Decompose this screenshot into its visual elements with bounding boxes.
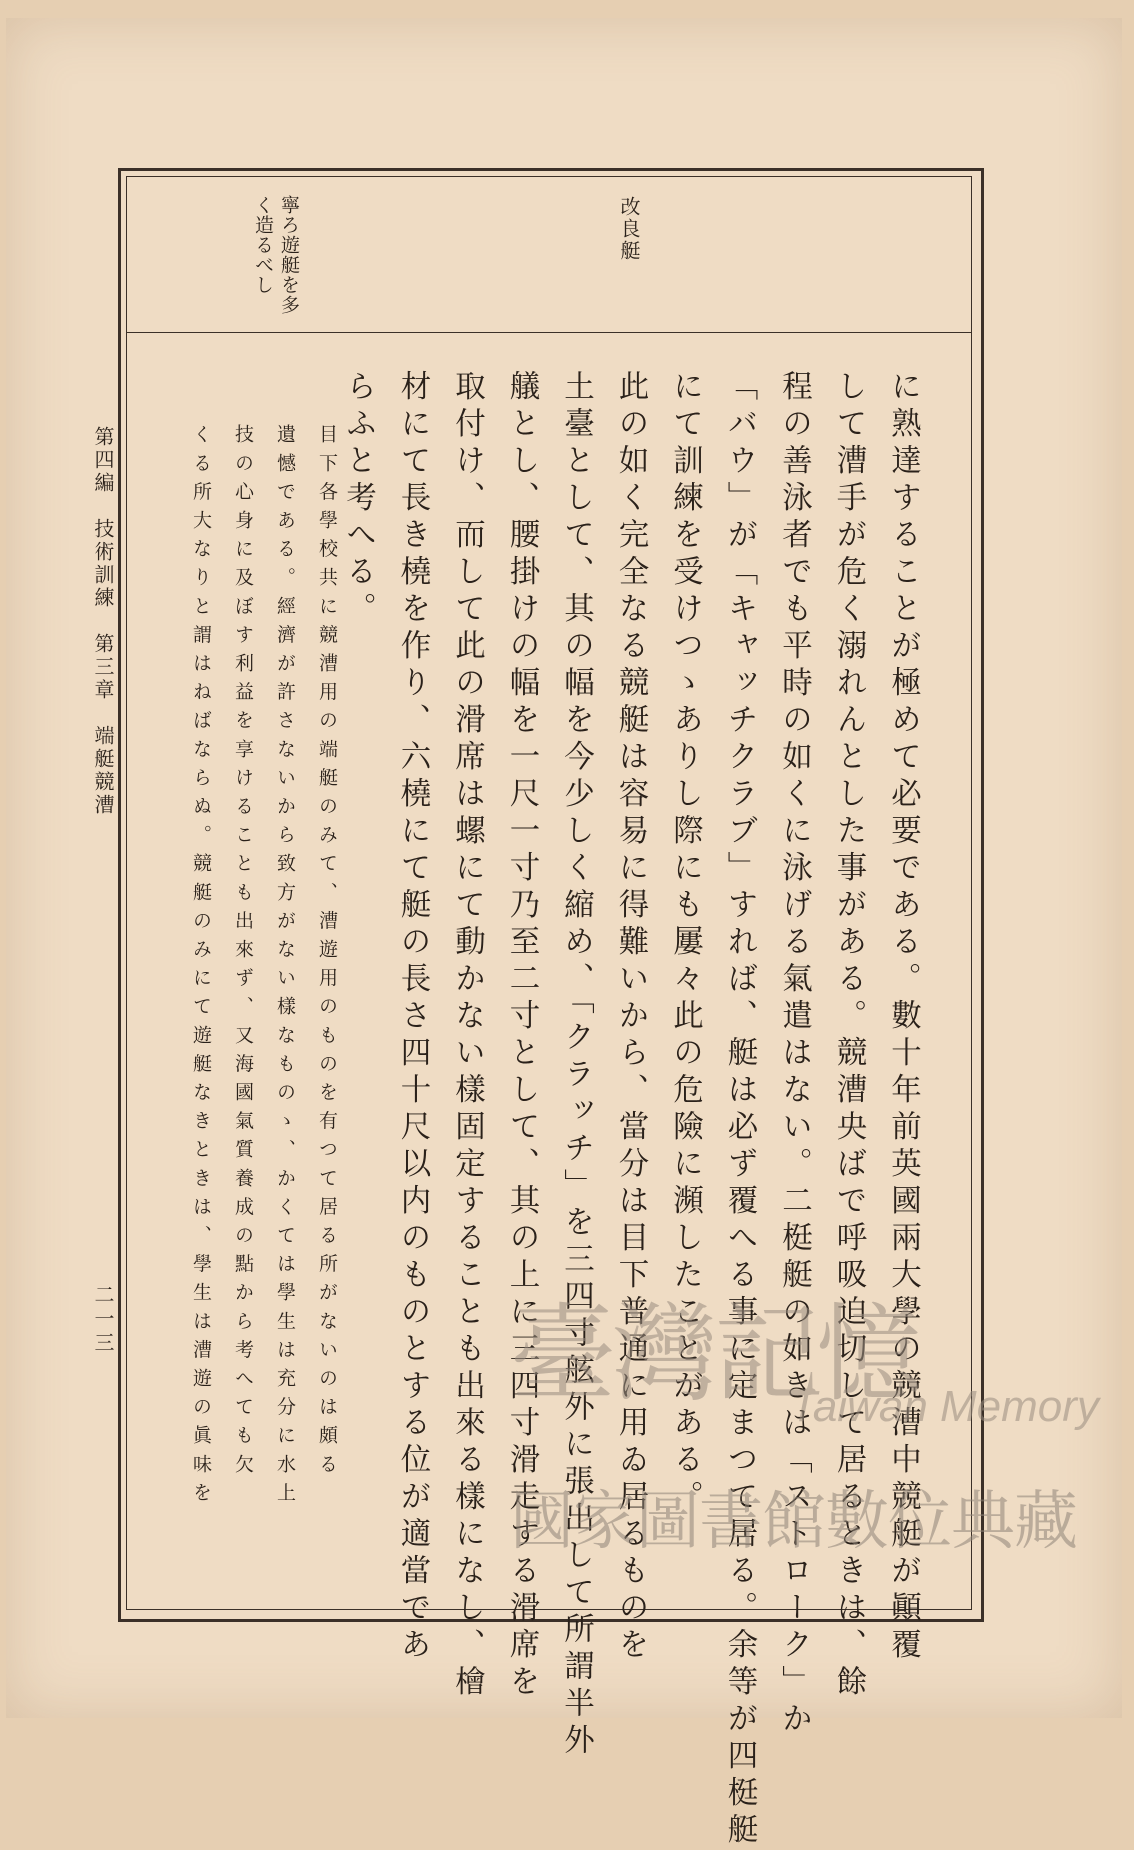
note-column: 技の心身に及ぼす利益を享けることも出來ず、又海國氣質養成の點から考へても欠 xyxy=(232,424,254,1483)
margin-note-line: く造るべし xyxy=(252,195,274,295)
body-column: に熟達することが極めて必要である。數十年前英國兩大學の競漕中競艇が顚覆 xyxy=(885,370,921,1665)
section-title: 改良艇 xyxy=(617,196,641,262)
watermark-org: 國家圖書館數位典藏 xyxy=(510,1485,1077,1559)
watermark-latin: Taiwan Memory xyxy=(790,1382,1099,1431)
page-number: 二一三 xyxy=(91,1284,115,1356)
body-column: 材にて長き橈を作り、六橈にて艇の長さ四十尺以内のものとする位が適當であ xyxy=(395,370,430,1665)
running-header: 第四編 技術訓練 第三章 端艇競漕 xyxy=(91,426,115,817)
margin-note xyxy=(250,195,302,325)
note-column: くる所大なりと謂はねばならぬ。競艇のみにて遊艇なきときは、學生は漕遊の眞味を xyxy=(190,424,212,1511)
body-column: 土臺として、其の幅を今少しく縮め、「クラッチ」を三四寸舷外に張出して所謂半外 xyxy=(558,370,594,1761)
margin-note-line: 寧ろ遊艇を多 xyxy=(278,195,300,315)
note-text xyxy=(180,424,348,1594)
note-column: 遺憾である。經濟が許さないから致方がない樣なものゝ、かくては學生は充分に水上 xyxy=(274,424,296,1511)
body-column: 取付け、而して此の滑席は螺にて動かない樣固定することも出來る樣になし、檜 xyxy=(449,370,485,1702)
body-column: 此の如く完全なる競艇は容易に得難いから、當分は目下普通に用ゐ居るものを xyxy=(613,370,648,1665)
body-column: して漕手が危く溺れんとした事がある。競漕央ばで呼吸迫切して居るときは、餘 xyxy=(831,370,866,1702)
header-divider xyxy=(126,332,971,333)
body-column: 艤とし、腰掛けの幅を一尺一寸乃至二寸として、其の上に三四寸滑走する滑席を xyxy=(504,370,539,1702)
body-column: らふと考へる。 xyxy=(340,370,376,629)
watermark-script: 臺灣記憶 xyxy=(510,1293,918,1416)
main-body-text xyxy=(330,370,930,1850)
body-column: 「バウ」が「キャッチクラブ」すれば、艇は必ず覆へる事に定まつて居る。余等が四梃艇 xyxy=(722,370,757,1850)
body-column: にて訓練を受けつゝありし際にも屢々此の危險に瀕したことがある。 xyxy=(667,370,703,1517)
note-column: 目下各學校共に競漕用の端艇のみて、漕遊用のものを有つて居る所がないのは頗る xyxy=(316,424,338,1483)
body-column: 程の善泳者でも平時の如くに泳げる氣遣はない。二梃艇の如きは「ストローク」か xyxy=(776,370,812,1739)
